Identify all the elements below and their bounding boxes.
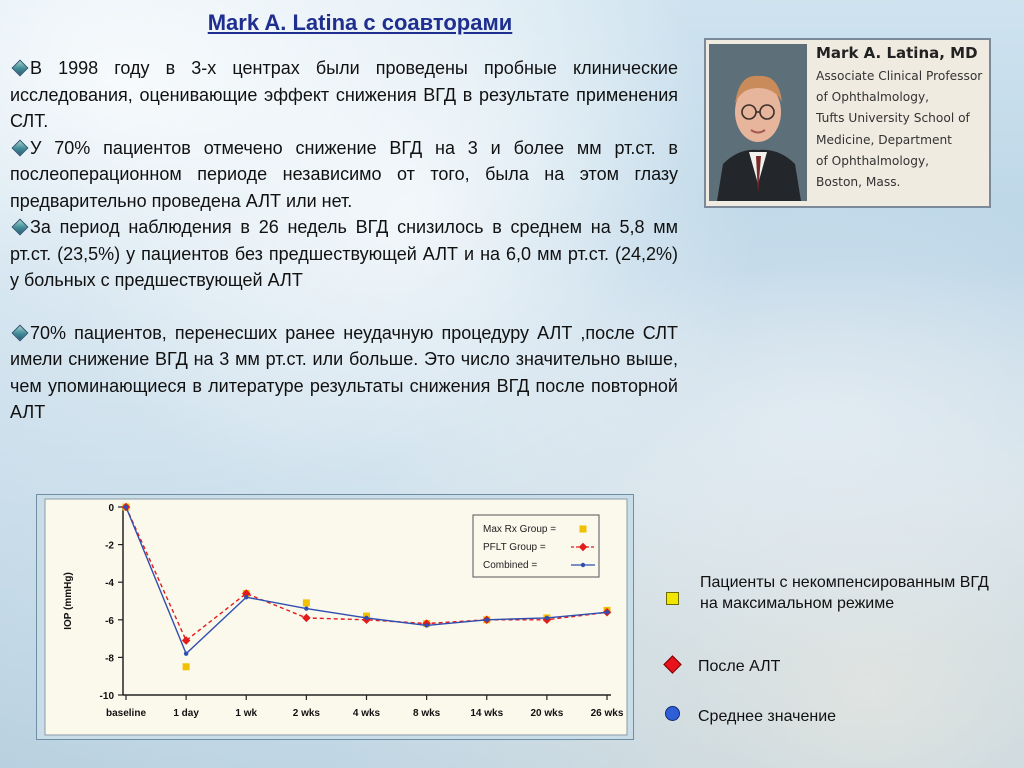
bullet-list [10, 55, 678, 426]
data-point [605, 610, 609, 614]
data-point [184, 651, 188, 655]
bio-line: Tufts University School of [816, 111, 970, 126]
yellow-square-icon [666, 592, 679, 605]
x-tick-label: 14 wks [470, 708, 504, 719]
chart-legend-marker [581, 563, 585, 567]
data-point [304, 606, 308, 610]
x-tick-label: 1 wk [235, 708, 258, 719]
y-tick-label: -4 [105, 578, 114, 590]
bullet-item [10, 214, 678, 294]
data-point [303, 599, 310, 606]
slide-title: Mark A. Latina с соавторами [207, 10, 513, 35]
author-portrait [709, 44, 807, 201]
bullet-item [10, 320, 678, 426]
chart-legend-label: PFLT Group = [483, 542, 546, 553]
x-tick-label: 2 wks [292, 708, 320, 719]
iop-chart [36, 494, 634, 740]
bio-line: Medicine, Department [816, 132, 952, 147]
data-point [183, 663, 190, 670]
y-tick-label: 0 [108, 503, 114, 514]
red-diamond-icon [663, 655, 681, 673]
x-tick-label: 26 wks [590, 708, 624, 719]
y-axis-label: IOP (mmHg) [63, 572, 74, 630]
bullet-text: У 70% пациентов отмечено снижение ВГД на 3 и более мм рт.ст. в послеоперационном периоде независимо от того, была на этом глазу предварительно проведена АЛТ или нет. [10, 137, 678, 211]
author-bio [816, 44, 988, 193]
data-point [545, 616, 549, 620]
bio-line: of Ophthalmology, [816, 90, 930, 105]
x-tick-label: 8 wks [413, 708, 441, 719]
legend-max-rx: Пациенты с некомпенсированным ВГД на максимальном режиме [700, 574, 989, 612]
chart-legend-label: Combined = [483, 560, 538, 571]
data-point [244, 595, 248, 599]
iop-line-chart [37, 495, 633, 739]
portrait-illustration [709, 44, 807, 201]
y-tick-label: -8 [105, 653, 114, 665]
bullet-item [10, 55, 678, 135]
data-point [364, 616, 368, 620]
y-tick-label: -6 [105, 615, 114, 627]
diamond-bullet-icon [12, 324, 29, 341]
data-point [485, 618, 489, 622]
diamond-bullet-icon [12, 219, 29, 236]
diamond-bullet-icon [12, 60, 29, 77]
bullet-text: В 1998 году в 3-х центрах были проведены пробные клинические исследования, оценивающие эффект снижения ВГД в результате применения СЛТ. [10, 58, 678, 131]
data-point [424, 623, 428, 627]
bullet-item [10, 135, 678, 215]
diamond-bullet-icon [12, 139, 29, 156]
author-name: Mark A. Latina, MD [816, 44, 978, 62]
author-card [704, 38, 991, 208]
bio-line: of Ophthalmology, [816, 153, 930, 168]
x-tick-label: 4 wks [352, 708, 381, 719]
legend-alt: После АЛТ [698, 658, 781, 675]
chart-legend-marker [580, 526, 587, 533]
x-tick-label: 1 day [173, 708, 199, 719]
bullet-text: 70% пациентов, перенесших ранее неудачную процедуру АЛТ ,после СЛТ имели снижение ВГД на 3 мм рт.ст. или больше. Это число значительно выше, чем упоминающиеся в литературе результаты снижения ВГД после повторной АЛТ [10, 322, 678, 422]
bio-line: Boston, Mass. [816, 175, 901, 190]
chart-legend-label: Max Rx Group = [483, 524, 557, 535]
legend-combined: Среднее значение [698, 708, 837, 725]
x-tick-label: baseline [105, 708, 147, 719]
x-tick-label: 20 wks [530, 708, 564, 719]
bio-line: Associate Clinical Professor [816, 69, 983, 83]
y-tick-label: -2 [105, 540, 114, 552]
y-tick-label: -10 [99, 691, 114, 702]
data-point [124, 505, 128, 509]
bullet-text: За период наблюдения в 26 недель ВГД снизилось в среднем на 5,8 мм рт.ст. (23,5%) у пациентов без предшествующей АЛТ и на 6,0 мм рт.ст. (24,2%) у больных с предшествующей АЛТ [10, 217, 678, 290]
blue-circle-icon [665, 706, 680, 721]
